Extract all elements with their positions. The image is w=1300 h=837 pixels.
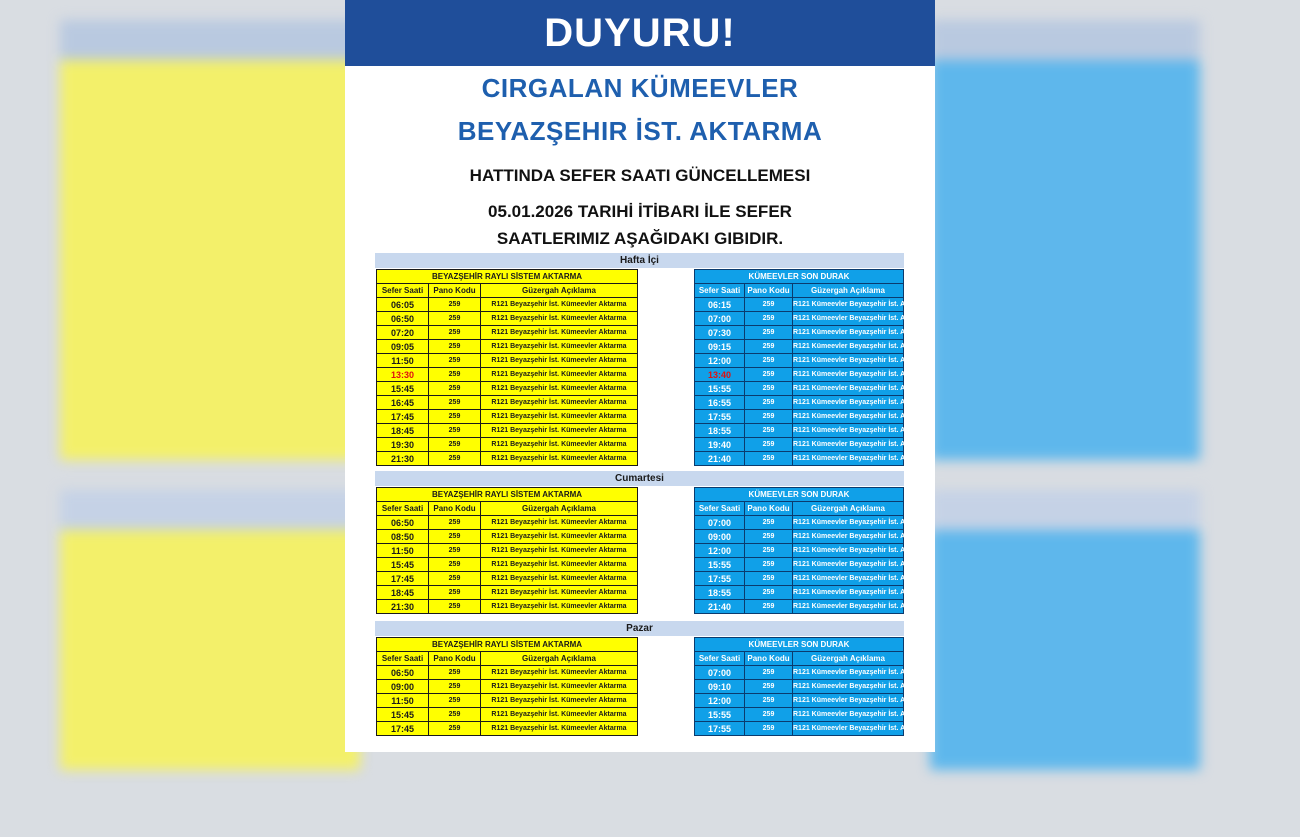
pano-code: 259 [745,298,793,312]
pano-code: 259 [429,600,481,614]
notice-line2: SAATLERIMIZ AŞAĞIDAKI GIBIDIR. [496,229,784,248]
departure-time: 17:45 [377,410,429,424]
table-row [377,368,638,382]
pano-code: 259 [429,558,481,572]
table-row [377,424,638,438]
pano-code: 259 [429,326,481,340]
route-description: R121 Beyazşehir İst. Kümeevler Aktarma [481,368,638,382]
table-title: BEYAZŞEHİR RAYLI SİSTEM AKTARMA [377,638,638,652]
col-time-header: Sefer Saati [695,652,745,666]
route-description: R121 Beyazşehir İst. Kümeevler Aktarma [481,544,638,558]
col-code-header: Pano Kodu [429,284,481,298]
table-title: BEYAZŞEHİR RAYLI SİSTEM AKTARMA [377,488,638,502]
departure-time: 18:45 [377,586,429,600]
col-time-header: Sefer Saati [695,284,745,298]
route-description: R121 Kümeevler Beyazşehir İst. Aktarma [793,600,904,614]
departure-time: 06:50 [377,516,429,530]
announcement-poster [345,0,935,752]
col-time-header: Sefer Saati [377,652,429,666]
table-title-row [377,638,638,652]
route-description: R121 Beyazşehir İst. Kümeevler Aktarma [481,354,638,368]
departure-time: 16:55 [695,396,745,410]
pano-code: 259 [429,452,481,466]
table-row [377,544,638,558]
route-description: R121 Kümeevler Beyazşehir İst. Aktarma [793,438,904,452]
pano-code: 259 [429,382,481,396]
kumeevler-departures-table [694,269,929,466]
route-description: R121 Kümeevler Beyazşehir İst. Aktarma [793,298,904,312]
departure-time: 06:50 [377,666,429,680]
col-time-header: Sefer Saati [695,502,745,516]
pano-code: 259 [429,708,481,722]
table-row [377,600,638,614]
pano-code: 259 [429,530,481,544]
departure-time: 19:40 [695,438,745,452]
route-description: R121 Kümeevler Beyazşehir İst. Aktarma [793,708,904,722]
departure-time: 21:30 [377,600,429,614]
beyazsehir-departures-table [376,637,638,736]
column-header-row [695,502,904,516]
column-header-row [377,652,638,666]
table-row [377,340,638,354]
column-header-row [695,284,904,298]
departure-time: 06:05 [377,298,429,312]
pano-code: 259 [429,312,481,326]
departure-time: 11:50 [377,544,429,558]
table-row [695,382,904,396]
route-description: R121 Kümeevler Beyazşehir İst. Aktarma [793,544,904,558]
route-description: R121 Kümeevler Beyazşehir İst. Aktarma [793,694,904,708]
table-row [695,544,904,558]
departure-time: 11:50 [377,694,429,708]
route-description: R121 Beyazşehir İst. Kümeevler Aktarma [481,438,638,452]
departure-time: 09:05 [377,340,429,354]
route-title-line2: BEYAZŞEHIR İST. AKTARMA [457,116,823,146]
table-title-row [695,488,904,502]
route-description: R121 Kümeevler Beyazşehir İst. Aktarma [793,312,904,326]
col-route-header: Güzergah Açıklama [481,652,638,666]
route-description: R121 Kümeevler Beyazşehir İst. Aktarma [793,666,904,680]
pano-code: 259 [745,382,793,396]
departure-time: 09:00 [695,530,745,544]
route-description: R121 Beyazşehir İst. Kümeevler Aktarma [481,396,638,410]
departure-time: 17:45 [377,722,429,736]
departure-time: 21:40 [695,452,745,466]
table-row [377,722,638,736]
route-description: R121 Beyazşehir İst. Kümeevler Aktarma [481,600,638,614]
departure-time: 15:45 [377,558,429,572]
table-row [695,600,904,614]
pano-code: 259 [745,694,793,708]
pano-code: 259 [745,396,793,410]
route-description: R121 Beyazşehir İst. Kümeevler Aktarma [481,410,638,424]
departure-time: 07:20 [377,326,429,340]
route-description: R121 Beyazşehir İst. Kümeevler Aktarma [481,326,638,340]
route-description: R121 Beyazşehir İst. Kümeevler Aktarma [481,694,638,708]
col-code-header: Pano Kodu [745,502,793,516]
pano-code: 259 [745,600,793,614]
col-route-header: Güzergah Açıklama [481,502,638,516]
departure-time: 17:55 [695,572,745,586]
table-title-row [695,638,904,652]
col-route-header: Güzergah Açıklama [793,502,904,516]
notice-line1: 05.01.2026 TARIHİ İTİBARI İLE SEFER [488,202,792,221]
departure-time: 09:15 [695,340,745,354]
table-row [695,452,904,466]
pano-code: 259 [429,410,481,424]
route-description: R121 Kümeevler Beyazşehir İst. Aktarma [793,452,904,466]
pano-code: 259 [745,586,793,600]
pano-code: 259 [745,722,793,736]
kumeevler-departures-table [694,487,929,614]
pano-code: 259 [745,368,793,382]
table-row [377,410,638,424]
table-title: KÜMEEVLER SON DURAK [695,638,904,652]
pano-code: 259 [745,410,793,424]
departure-time: 12:00 [695,694,745,708]
table-row [695,368,904,382]
route-description: R121 Beyazşehir İst. Kümeevler Aktarma [481,382,638,396]
col-time-header: Sefer Saati [377,284,429,298]
route-description: R121 Kümeevler Beyazşehir İst. Aktarma [793,586,904,600]
pano-code: 259 [429,722,481,736]
departure-time: 15:55 [695,708,745,722]
schedule-section [375,253,929,469]
route-description: R121 Kümeevler Beyazşehir İst. Aktarma [793,410,904,424]
departure-time: 13:30 [377,368,429,382]
route-description: R121 Beyazşehir İst. Kümeevler Aktarma [481,666,638,680]
table-row [377,530,638,544]
departure-time: 09:10 [695,680,745,694]
col-code-header: Pano Kodu [745,652,793,666]
schedule-tables [375,637,929,837]
table-row [377,708,638,722]
table-title: KÜMEEVLER SON DURAK [695,270,904,284]
departure-time: 09:00 [377,680,429,694]
table-row [377,452,638,466]
column-header-row [377,502,638,516]
departure-time: 12:00 [695,544,745,558]
pano-code: 259 [745,516,793,530]
table-row [377,382,638,396]
pano-code: 259 [429,354,481,368]
departure-time: 08:50 [377,530,429,544]
table-row [695,694,904,708]
route-description: R121 Kümeevler Beyazşehir İst. Aktarma [793,326,904,340]
table-row [377,326,638,340]
route-description: R121 Kümeevler Beyazşehir İst. Aktarma [793,354,904,368]
table-row [695,572,904,586]
route-description: R121 Beyazşehir İst. Kümeevler Aktarma [481,680,638,694]
table-row [377,586,638,600]
route-description: R121 Kümeevler Beyazşehir İst. Aktarma [793,516,904,530]
pano-code: 259 [745,708,793,722]
table-row [377,558,638,572]
pano-code: 259 [745,326,793,340]
table-row [695,558,904,572]
pano-code: 259 [429,396,481,410]
pano-code: 259 [745,438,793,452]
departure-time: 15:55 [695,558,745,572]
departure-time: 07:00 [695,666,745,680]
beyazsehir-departures-table [376,487,638,614]
table-row [377,516,638,530]
pano-code: 259 [429,424,481,438]
table-row [377,572,638,586]
pano-code: 259 [429,368,481,382]
departure-time: 17:55 [695,722,745,736]
table-title-row [695,270,904,284]
table-row [695,298,904,312]
route-description: R121 Beyazşehir İst. Kümeevler Aktarma [481,312,638,326]
table-row [695,354,904,368]
departure-time: 18:45 [377,424,429,438]
beyazsehir-departures-table [376,269,638,466]
column-header-row [377,284,638,298]
route-description: R121 Beyazşehir İst. Kümeevler Aktarma [481,558,638,572]
announcement-banner: DUYURU! [345,0,935,66]
route-description: R121 Beyazşehir İst. Kümeevler Aktarma [481,530,638,544]
section-title: Pazar [375,621,904,636]
departure-time: 17:45 [377,572,429,586]
route-description: R121 Beyazşehir İst. Kümeevler Aktarma [481,572,638,586]
table-row [377,298,638,312]
table-row [377,396,638,410]
col-route-header: Güzergah Açıklama [793,284,904,298]
pano-code: 259 [429,666,481,680]
col-route-header: Güzergah Açıklama [481,284,638,298]
route-description: R121 Kümeevler Beyazşehir İst. Aktarma [793,424,904,438]
table-row [695,722,904,736]
pano-code: 259 [745,340,793,354]
kumeevler-departures-table [694,637,929,736]
route-description: R121 Kümeevler Beyazşehir İst. Aktarma [793,558,904,572]
schedule-tables [375,269,929,469]
departure-time: 21:30 [377,452,429,466]
table-row [377,354,638,368]
table-row [377,438,638,452]
route-description: R121 Kümeevler Beyazşehir İst. Aktarma [793,680,904,694]
table-title: BEYAZŞEHİR RAYLI SİSTEM AKTARMA [377,270,638,284]
departure-time: 11:50 [377,354,429,368]
table-row [695,708,904,722]
route-description: R121 Kümeevler Beyazşehir İst. Aktarma [793,396,904,410]
route-description: R121 Beyazşehir İst. Kümeevler Aktarma [481,424,638,438]
col-code-header: Pano Kodu [429,502,481,516]
departure-time: 16:45 [377,396,429,410]
table-row [695,340,904,354]
departure-time: 06:15 [695,298,745,312]
departure-time: 12:00 [695,354,745,368]
section-title: Cumartesi [375,471,904,486]
pano-code: 259 [745,530,793,544]
departure-time: 07:00 [695,516,745,530]
departure-time: 18:55 [695,424,745,438]
table-row [695,396,904,410]
pano-code: 259 [429,586,481,600]
table-title: KÜMEEVLER SON DURAK [695,488,904,502]
col-time-header: Sefer Saati [377,502,429,516]
pano-code: 259 [745,354,793,368]
table-row [377,666,638,680]
pano-code: 259 [429,340,481,354]
column-header-row [695,652,904,666]
pano-code: 259 [429,298,481,312]
pano-code: 259 [745,312,793,326]
table-row [695,516,904,530]
route-description: R121 Kümeevler Beyazşehir İst. Aktarma [793,340,904,354]
pano-code: 259 [745,544,793,558]
departure-time: 15:55 [695,382,745,396]
departure-time: 17:55 [695,410,745,424]
route-description: R121 Beyazşehir İst. Kümeevler Aktarma [481,340,638,354]
table-row [695,530,904,544]
table-row [695,410,904,424]
table-row [695,680,904,694]
route-description: R121 Beyazşehir İst. Kümeevler Aktarma [481,298,638,312]
departure-time: 07:00 [695,312,745,326]
col-route-header: Güzergah Açıklama [793,652,904,666]
table-row [695,424,904,438]
pano-code: 259 [429,680,481,694]
departure-time: 06:50 [377,312,429,326]
pano-code: 259 [745,452,793,466]
pano-code: 259 [745,666,793,680]
route-description: R121 Beyazşehir İst. Kümeevler Aktarma [481,586,638,600]
departure-time: 13:40 [695,368,745,382]
pano-code: 259 [745,424,793,438]
route-description: R121 Beyazşehir İst. Kümeevler Aktarma [481,722,638,736]
departure-time: 07:30 [695,326,745,340]
route-description: R121 Beyazşehir İst. Kümeevler Aktarma [481,452,638,466]
col-code-header: Pano Kodu [429,652,481,666]
pano-code: 259 [745,680,793,694]
col-code-header: Pano Kodu [745,284,793,298]
route-description: R121 Kümeevler Beyazşehir İst. Aktarma [793,530,904,544]
route-description: R121 Beyazşehir İst. Kümeevler Aktarma [481,708,638,722]
pano-code: 259 [429,544,481,558]
table-row [695,312,904,326]
pano-code: 259 [745,572,793,586]
departure-time: 15:45 [377,382,429,396]
table-row [377,680,638,694]
pano-code: 259 [429,516,481,530]
table-row [377,312,638,326]
table-row [695,666,904,680]
departure-time: 21:40 [695,600,745,614]
pano-code: 259 [429,572,481,586]
route-description: R121 Kümeevler Beyazşehir İst. Aktarma [793,368,904,382]
table-row [695,438,904,452]
pano-code: 259 [429,694,481,708]
departure-time: 15:45 [377,708,429,722]
table-title-row [377,270,638,284]
route-description: R121 Kümeevler Beyazşehir İst. Aktarma [793,722,904,736]
pano-code: 259 [429,438,481,452]
update-subtitle: HATTINDA SEFER SAATI GÜNCELLEMESI [469,166,811,185]
table-row [695,586,904,600]
departure-time: 18:55 [695,586,745,600]
route-description: R121 Beyazşehir İst. Kümeevler Aktarma [481,516,638,530]
table-row [695,326,904,340]
table-row [377,694,638,708]
route-description: R121 Kümeevler Beyazşehir İst. Aktarma [793,382,904,396]
schedule-section [375,621,929,837]
departure-time: 19:30 [377,438,429,452]
route-title-line1: CIRGALAN KÜMEEVLER [481,73,799,103]
section-title: Hafta İçi [375,253,904,268]
table-title-row [377,488,638,502]
pano-code: 259 [745,558,793,572]
route-description: R121 Kümeevler Beyazşehir İst. Aktarma [793,572,904,586]
